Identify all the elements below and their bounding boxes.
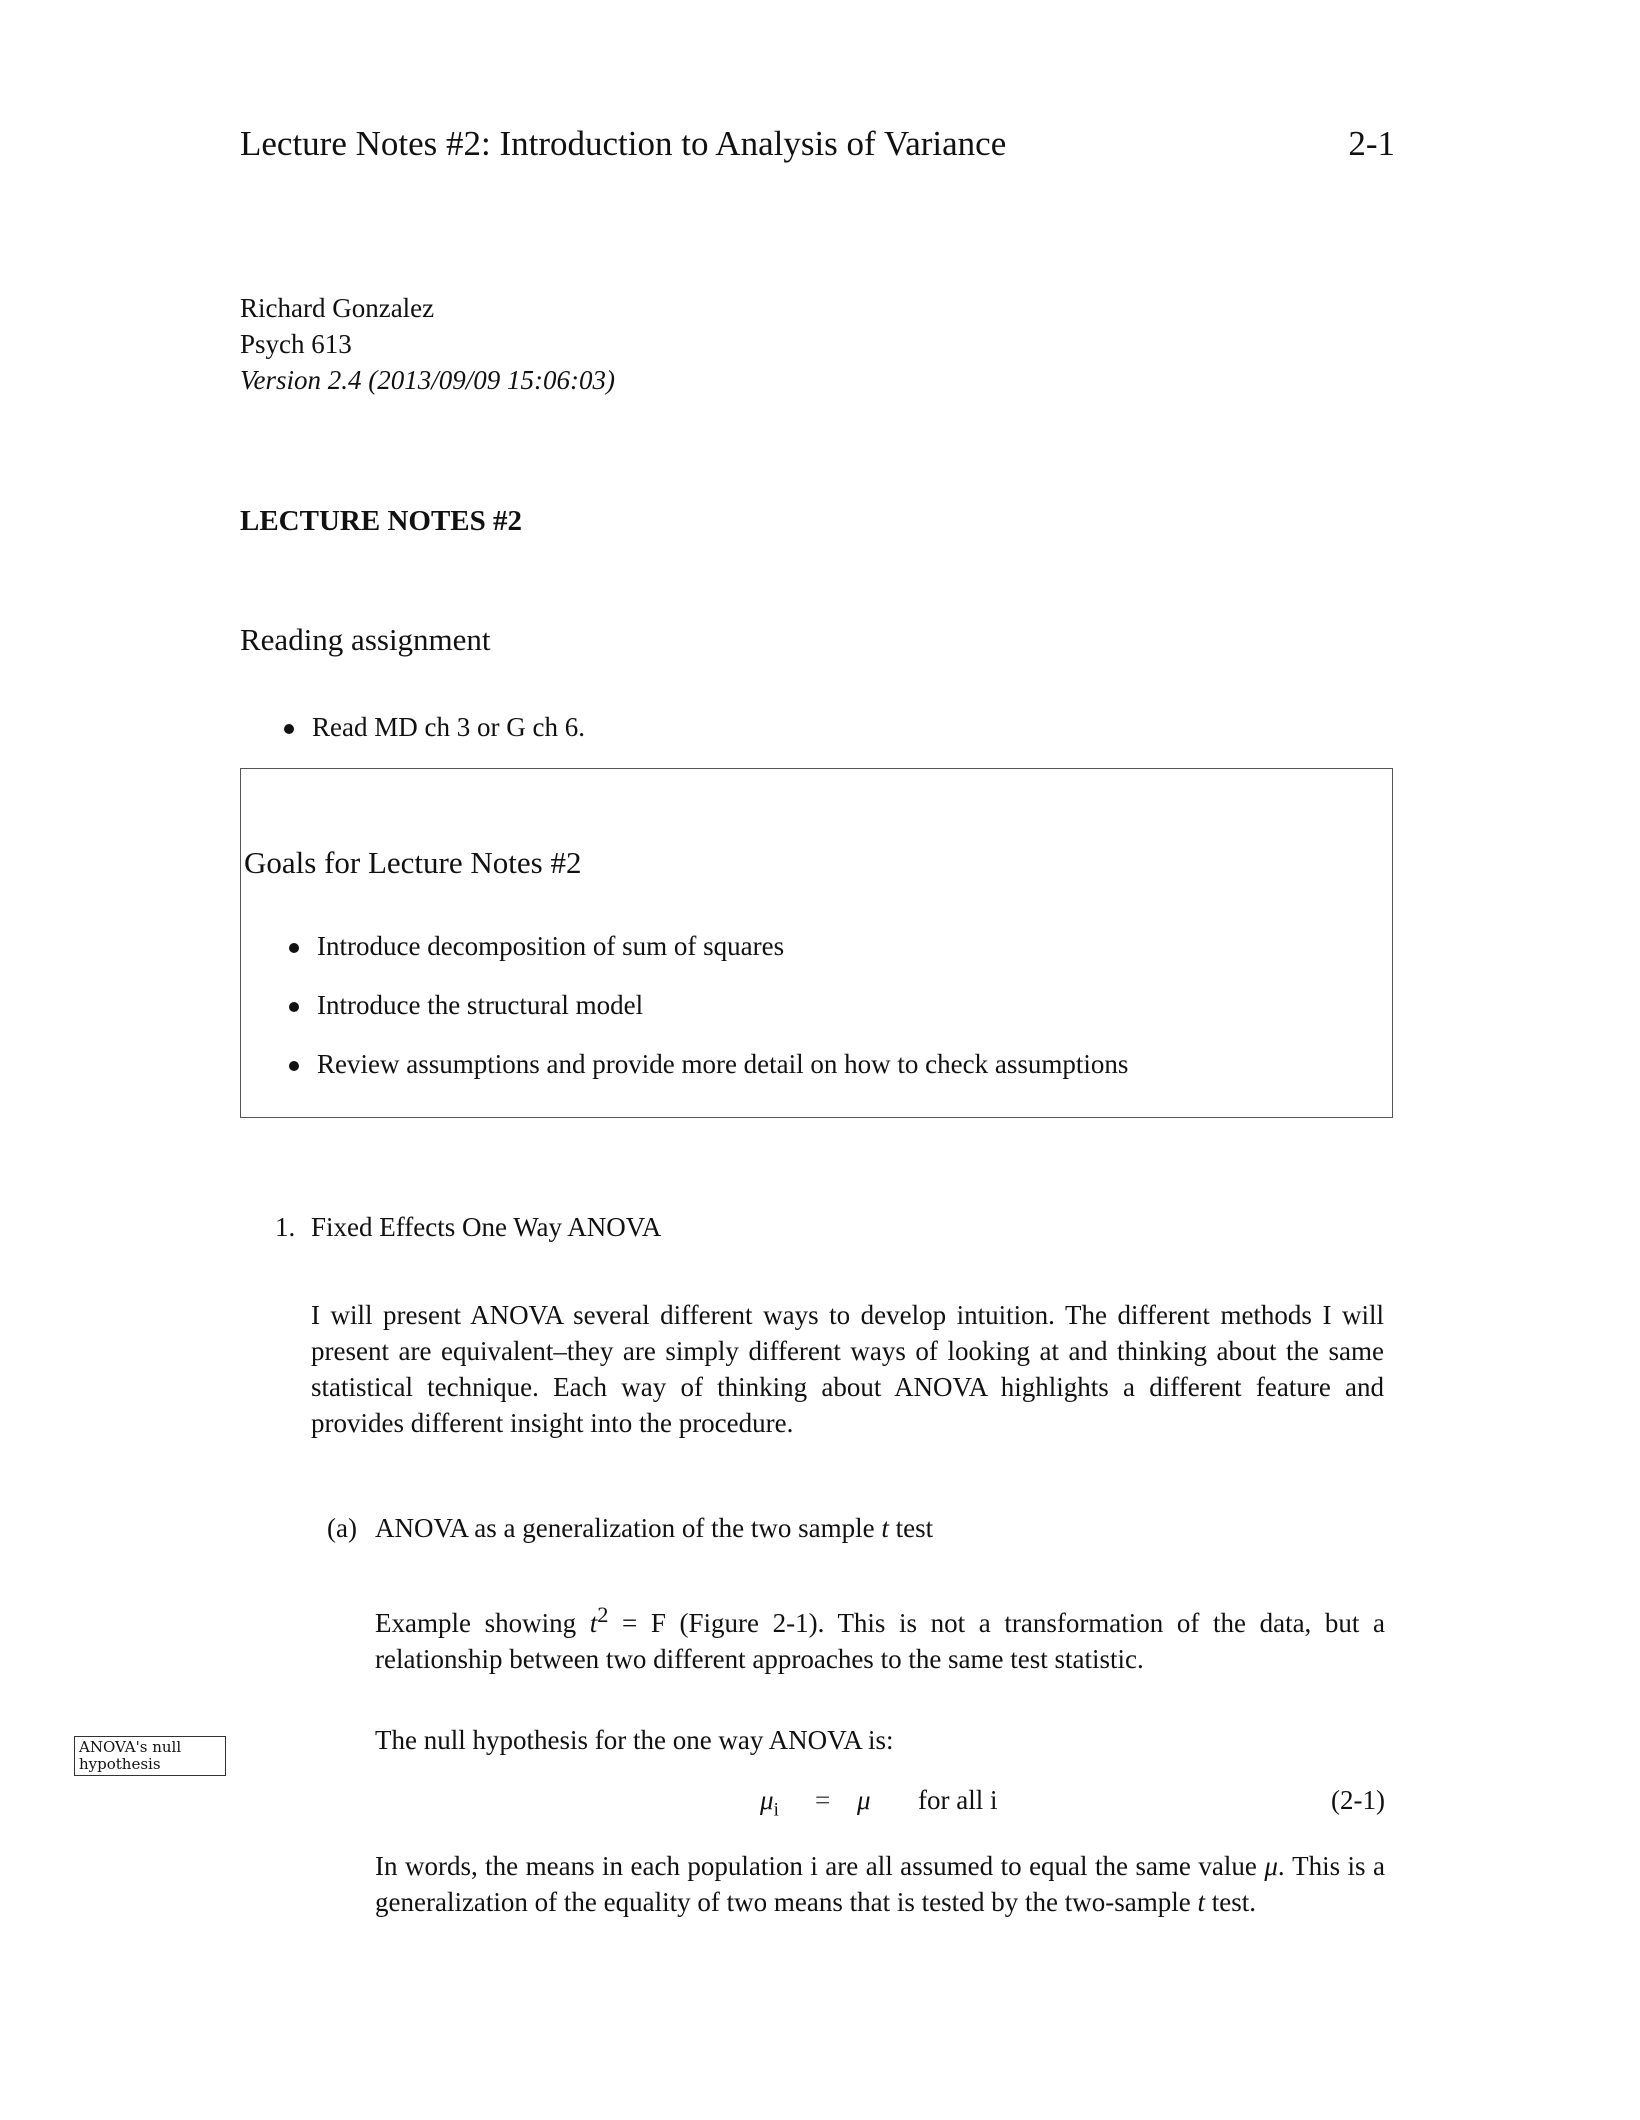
goal-item: Introduce decomposition of sum of squares [287,931,1128,962]
words-var-2: t [1197,1887,1206,1917]
equation-rhs: μ [857,1785,871,1815]
null-hypothesis-intro: The null hypothesis for the one way ANOVA is: [375,1725,894,1755]
goal-item: Introduce the structural model [287,990,1128,1021]
example-var: t [589,1608,598,1638]
words-part-1: In words, the means in each population i are all assumed to equal the same value [375,1851,1265,1881]
section-1-paragraph: I will present ANOVA several different ways to develop intuition. The different methods I will present are equivalent–they are simply different ways of looking at and thinking about the same statistical technique. Each way of thinking about ANOVA highlights a different feature and provides different insight into the procedure. [311,1300,1384,1438]
course-name: Psych 613 [240,329,352,359]
subsection-a-heading [327,1513,933,1544]
document-meta [240,290,615,398]
section-1-heading [275,1212,661,1243]
section-1-title: Fixed Effects One Way ANOVA [311,1212,662,1242]
page-number: 2-1 [1348,124,1395,163]
equation-condition: for all i [918,1785,998,1815]
subsection-a-letter: (a) [327,1513,357,1543]
equation-lhs-symbol: μ [760,1785,774,1815]
equation-number: (2-1) [1331,1785,1385,1815]
example-suffix: = F (Figure 2-1). This is not a transformation of the data, but a relationship between two different approaches to the same test statistic. [375,1608,1385,1674]
margin-note: ANOVA's null hypothesis [74,1736,226,1776]
author-name: Richard Gonzalez [240,293,435,323]
section-1-number: 1. [275,1212,296,1242]
equation-lhs-sub: i [773,1799,779,1821]
subsection-a-title-prefix: ANOVA as a generalization of the two sample [375,1513,882,1543]
words-part-2: . This is a generalization of the equality of two means that is tested by the two-sample [375,1851,1385,1917]
example-prefix: Example showing [375,1608,590,1638]
subsection-a-title-var: t [881,1513,889,1543]
section-heading: LECTURE NOTES #2 [240,505,523,537]
goals-box [240,768,1393,1118]
example-paragraph [375,1597,1385,1677]
reading-list [282,712,585,743]
goal-item: Review assumptions and provide more detail on how to check assumptions [287,1049,1128,1080]
equation-2-1 [375,1785,1385,1825]
version-line: Version 2.4 (2013/09/09 15:06:03) [240,365,615,395]
subsection-a-title-suffix: test [888,1513,934,1543]
equation-lhs [760,1785,779,1821]
page-header-title: Lecture Notes #2: Introduction to Analysis of Variance [240,124,1007,163]
example-sup: 2 [597,1602,609,1627]
goals-list [287,931,1128,1108]
equation-operator: = [815,1785,831,1815]
in-words-paragraph [375,1848,1385,1920]
goals-title: Goals for Lecture Notes #2 [244,845,582,880]
words-var-1: μ [1264,1851,1278,1881]
reading-heading: Reading assignment [240,622,491,657]
reading-item: Read MD ch 3 or G ch 6. [282,712,585,743]
words-part-3: test. [1205,1887,1257,1917]
